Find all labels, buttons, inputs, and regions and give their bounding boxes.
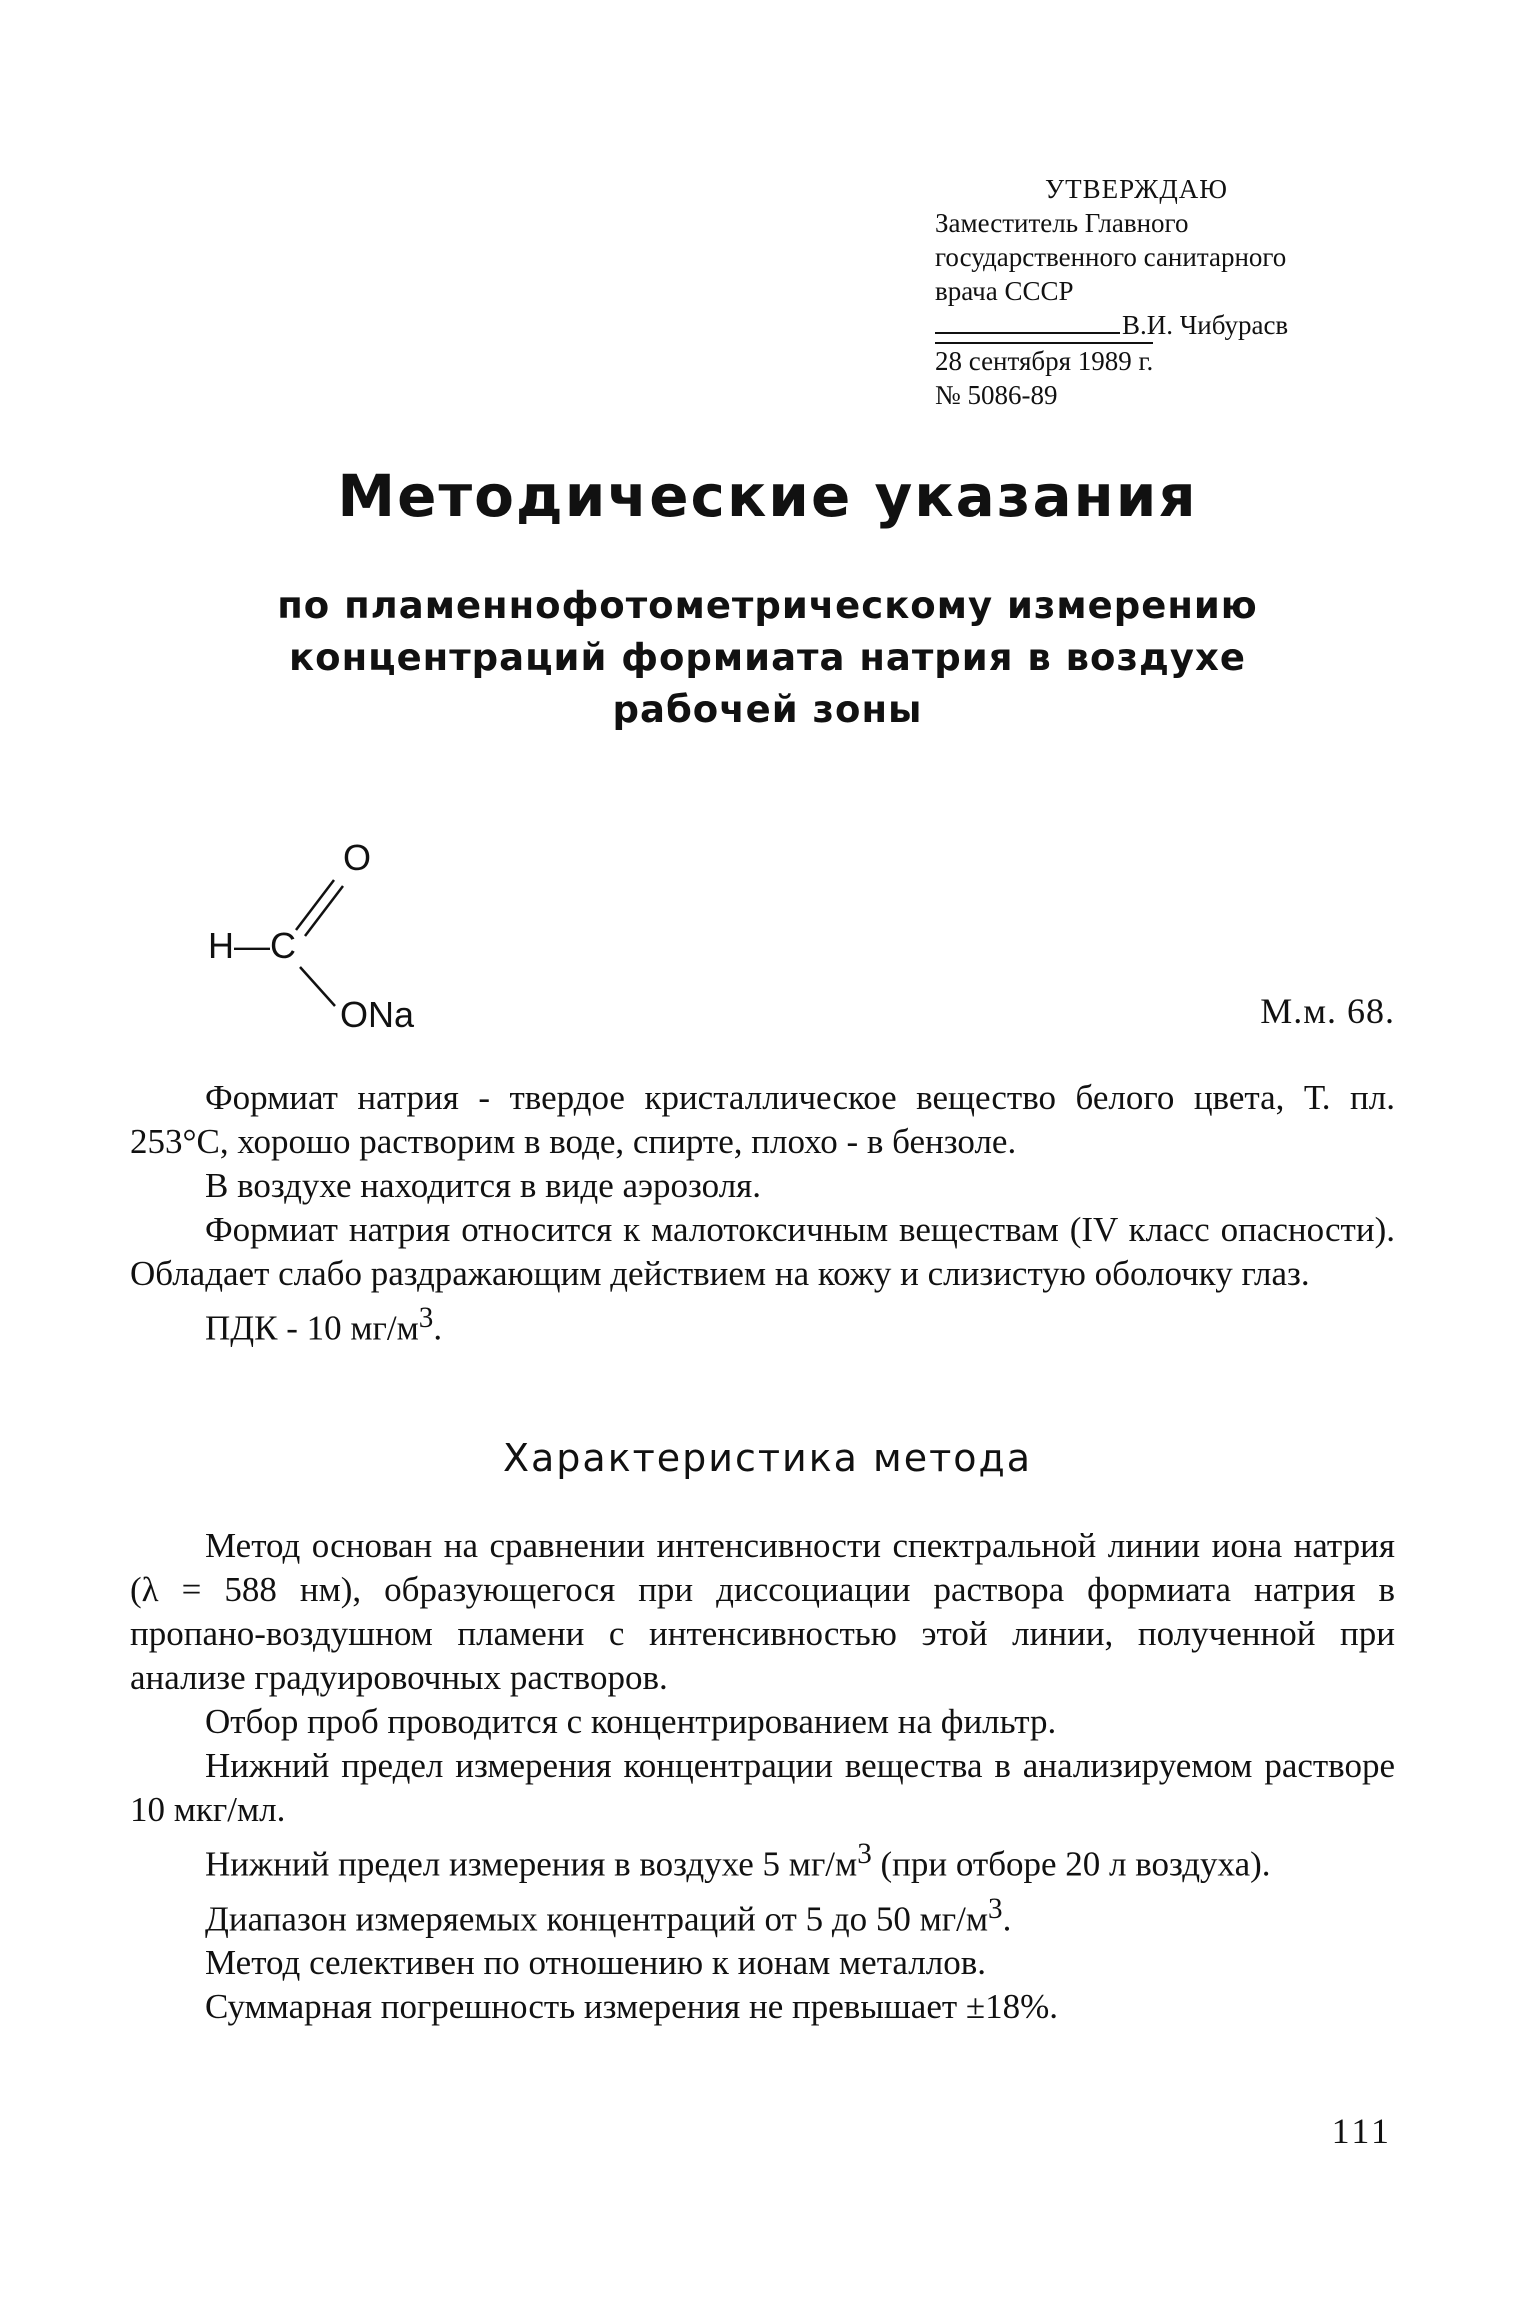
subtitle-line1: по пламеннофотометрическому измерению — [277, 584, 1258, 627]
approval-block — [935, 172, 1395, 412]
pdk-line — [130, 1296, 1395, 1351]
approval-number: № 5086-89 — [935, 380, 1058, 410]
section-title: Характеристика метода — [502, 1436, 1033, 1480]
approval-position-line1: Заместитель Главного — [935, 208, 1189, 238]
method-paragraph-1: Метод основан на сравнении интенсивности спектральной линии иона натрия (λ = 588 нм), образующегося при диссоциации раствора формиата натрия в пропано-воздушном пламени с интенсивностью этой линии, полученной при анализе градуировочных растворов. — [130, 1526, 1395, 1697]
signature-line — [935, 310, 1120, 334]
subtitle-line3: рабочей зоны — [612, 688, 923, 731]
approval-signatory: В.И. Чибурасв — [1122, 310, 1289, 340]
range-superscript: 3 — [988, 1892, 1003, 1925]
lower-limit-text: Нижний предел измерения в воздухе 5 мг/м — [205, 1844, 858, 1884]
intro-paragraph-3: Формиат натрия относится к малотоксичным веществам (IV класс опасности). Обладает слабо раздражающим действием на кожу и слизистую оболочку глаз. — [130, 1210, 1395, 1293]
approval-signature-row — [935, 308, 1395, 342]
method-paragraph-2: Отбор проб проводится с концентрированием на фильтр. — [205, 1702, 1057, 1741]
approval-date: 28 сентября 1989 г. — [935, 342, 1153, 378]
method-paragraph-7: Суммарная погрешность измерения не превышает ±18%. — [205, 1987, 1059, 2027]
intro-paragraph-1: Формиат натрия - твердое кристаллическое вещество белого цвета, Т. пл. 253°С, хорошо растворим в воде, спирте, плохо - в бензоле. — [130, 1078, 1395, 1161]
formula-hydrogen-carbon: H—C — [208, 925, 296, 966]
approval-position-line3: врача СССР — [935, 276, 1074, 306]
pdk-text: ПДК - 10 мг/м — [205, 1308, 419, 1348]
method-paragraph-6: Метод селективен по отношению к ионам металлов. — [205, 1943, 986, 1983]
intro-paragraph-2: В воздухе находится в виде аэрозоля. — [205, 1166, 762, 1205]
formula-oxygen: O — [343, 837, 372, 878]
method-paragraph-5 — [130, 1887, 1395, 1942]
method-paragraph-3: Нижний предел измерения концентрации вещества в анализируемом растворе 10 мкг/мл. — [130, 1746, 1395, 1829]
page-title: Методические указания — [337, 462, 1198, 530]
lower-limit-suffix: (при отборе 20 л воздуха). — [871, 1844, 1271, 1884]
pdk-superscript: 3 — [418, 1302, 434, 1334]
method-paragraph-4 — [130, 1832, 1395, 1887]
molecular-mass: М.м. 68. — [1260, 991, 1395, 1031]
pdk-suffix: . — [433, 1308, 443, 1348]
range-suffix: . — [1002, 1899, 1012, 1939]
approval-position-line2: государственного санитарного — [935, 242, 1287, 272]
page-subtitle — [200, 580, 1335, 736]
structural-formula — [195, 830, 475, 1030]
approval-title: УТВЕРЖДАЮ — [1045, 174, 1229, 204]
single-bond-line — [300, 967, 335, 1006]
subtitle-line2: концентраций формиата натрия в воздухе — [289, 636, 1246, 679]
formula-ona: ONa — [340, 994, 415, 1030]
range-text: Диапазон измеряемых концентраций от 5 до 50 мг/м — [205, 1899, 989, 1939]
lower-limit-superscript: 3 — [857, 1838, 872, 1870]
method-section — [130, 1524, 1395, 2029]
approval-date-row — [935, 342, 1395, 378]
page-number: 111 — [1331, 2111, 1392, 2151]
intro-section — [130, 1076, 1395, 1351]
